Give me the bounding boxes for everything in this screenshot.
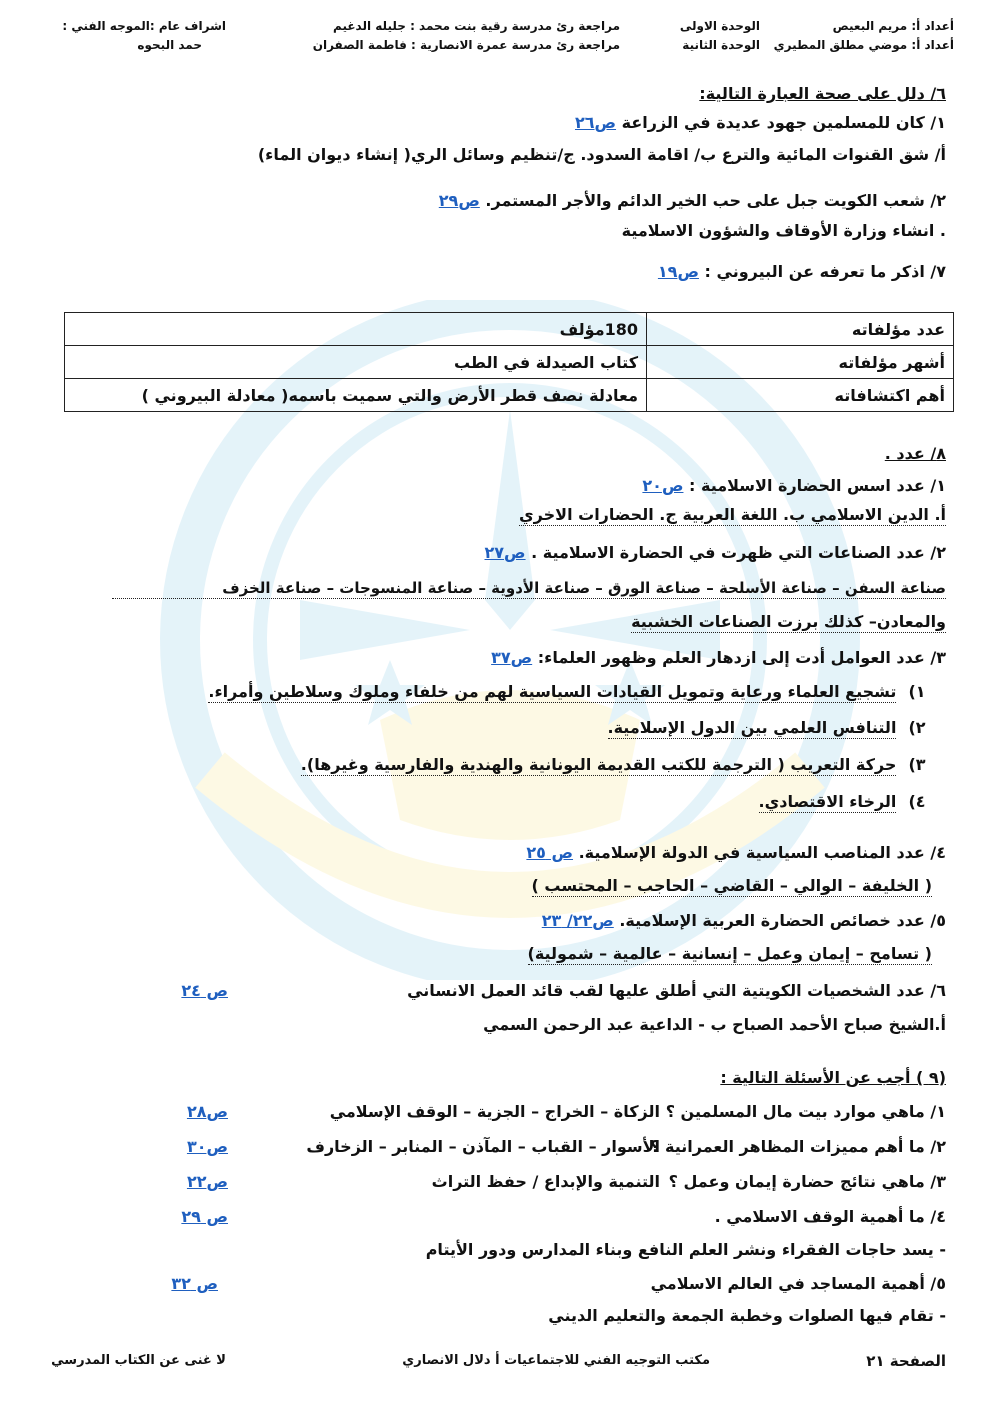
q8-item-4: ٤/ عدد المناصب السياسية في الدولة الإسلامية. ص ٢٥ (526, 843, 946, 862)
table-value: كتاب الصيدلة في الطب (65, 346, 647, 379)
q9-question-2: ٢/ ما أهم مميزات المظاهر العمرانية ؟ (650, 1137, 946, 1156)
q6-answer-1: أ/ شق القنوات المائية والترع ب/ اقامة السدود. ج/تنظيم وسائل الري( إنشاء ديوان الماء) (257, 145, 946, 164)
q9-question-5: ٥/ أهمية المساجد في العالم الاسلامي (650, 1274, 946, 1293)
unit-1: الوحدة الاولى (679, 19, 760, 33)
q8-answer-4: ( الخليفة – الوالي – القاضي – الحاجب – المحتسب ) (531, 876, 932, 895)
supervisor-label: اشراف عام :الموجه الفني : (62, 19, 226, 33)
q8-item-2: ٢/ عدد الصناعات التي ظهرت في الحضارة الاسلامية . ص٢٧ (484, 543, 946, 562)
list-item: ١) تشجيع العلماء ورعاية وتمويل القيادات السياسية لهم من خلفاء وملوك وسلاطين وأمراء. (208, 682, 926, 701)
unit-2: الوحدة الثانية (682, 38, 760, 52)
q7-title: ٧/ اذكر ما تعرفه عن البيروني : ص١٩ (657, 262, 946, 281)
table-row (65, 379, 954, 412)
q9-title: (٩ ) أجب عن الأسئلة التالية : (720, 1068, 946, 1087)
q8-answer-1: أ. الدين الاسلامي ب. اللغة العربية ج. الحضارات الاخري (519, 505, 946, 524)
q6-statement-1: ١/ كان للمسلمين جهود عديدة في الزراعة ص٢٦ (574, 113, 946, 132)
supervisor-name: حمد البحوه (137, 38, 202, 52)
q8-answer-6: أ.الشيخ صباح الأحمد الصباح ب - الداعية عبد الرحمن السمي (483, 1015, 946, 1034)
footer-note: لا غنى عن الكتاب المدرسي (51, 1353, 226, 1368)
page-ref[interactable]: ص٢٠ (642, 476, 684, 495)
page-ref[interactable]: ص ٢٤ (181, 981, 228, 1000)
review-2: مراجعة رئ مدرسة عمرة الانصارية : فاطمة الصفران (312, 38, 620, 52)
page-ref[interactable]: ص٢٢/ ٢٣ (541, 911, 614, 930)
list-item: ٤) الرخاء الاقتصادي. (758, 792, 926, 811)
q9-answer-5: - تقام فيها الصلوات وخطبة الجمعة والتعليم الديني (548, 1306, 946, 1325)
table-value: 180مؤلف (65, 313, 647, 346)
table-value: معادلة نصف قطر الأرض والتي سميت باسمه( معادلة البيروني ) (65, 379, 647, 412)
q6-answer-2: . انشاء وزارة الأوقاف والشؤون الاسلامية (621, 221, 946, 240)
q8-title: ٨/ عدد . (884, 444, 946, 463)
list-item: ٢) التنافس العلمي بين الدول الإسلامية. (607, 718, 926, 737)
table-key: أهم اكتشافاته (647, 379, 954, 412)
page-number: الصفحة ٢١ (866, 1352, 946, 1370)
author-1: أعداد أ: مريم البعيص (832, 19, 954, 33)
q9-answer-1: الزكاة – الخراج – الجزية – الوقف الإسلامي (329, 1102, 660, 1121)
page-ref[interactable]: ص٢٩ (438, 191, 480, 210)
q8-item-6: ٦/ عدد الشخصيات الكويتية التي أطلق عليها لقب قائد العمل الانساني (407, 981, 946, 1000)
footer-office: مكتب التوجيه الفني للاجتماعيات أ دلال الانصاري (402, 1353, 710, 1368)
q6-statement-2: ٢/ شعب الكويت جبل على حب الخير الدائم والأجر المستمر. ص٢٩ (438, 191, 946, 210)
page-ref[interactable]: ص٢٨ (186, 1102, 228, 1121)
page-ref[interactable]: ص٢٢ (186, 1172, 228, 1191)
page-ref[interactable]: ص٢٧ (484, 543, 526, 562)
table-row (65, 313, 954, 346)
q9-question-4: ٤/ ما أهمية الوقف الاسلامي . (714, 1207, 946, 1226)
page-ref[interactable]: ص١٩ (657, 262, 699, 281)
q8-answer-2a: صناعة السفن – صناعة الأسلحة – صناعة الورق – صناعة الأدوية – صناعة المنسوجات – صناعة الخزف (112, 579, 946, 599)
review-1: مراجعة رئ مدرسة رقية بنت محمد : جليله الدغيم (333, 19, 620, 33)
page-ref[interactable]: ص ٣٢ (171, 1274, 218, 1293)
q9-answer-4: - يسد حاجات الفقراء ونشر العلم النافع وبناء المدارس ودور الأيتام (425, 1240, 946, 1259)
table-row (65, 346, 954, 379)
page-ref[interactable]: ص٢٦ (574, 113, 617, 132)
q8-answer-5: ( تسامح – إيمان وعمل – إنسانية – عالمية – شمولية) (527, 944, 932, 963)
q8-item-5: ٥/ عدد خصائص الحضارة العربية الإسلامية. ص٢٢/ ٢٣ (541, 911, 946, 930)
page-ref[interactable]: ص٣٧ (491, 648, 533, 667)
q8-answer-2b: والمعادن– كذلك برزت الصناعات الخشبية (631, 612, 946, 631)
q6-title: ٦/ دلل على صحة العبارة التالية: (699, 84, 946, 103)
q9-answer-2: الأسوار – القباب – المآذن – المنابر – الزخارف (306, 1137, 660, 1156)
page-ref[interactable]: ص٣٠ (186, 1137, 228, 1156)
q8-item-1: ١/ عدد اسس الحضارة الاسلامية : ص٢٠ (642, 476, 946, 495)
table-key: أشهر مؤلفاته (647, 346, 954, 379)
q9-question-3: ٣/ ماهي نتائج حضارة إيمان وعمل ؟ (668, 1172, 946, 1191)
q9-answer-3: التنمية والإبداع / حفظ التراث (431, 1172, 660, 1191)
q8-item-3: ٣/ عدد العوامل أدت إلى ازدهار العلم وظهور العلماء: ص٣٧ (491, 648, 946, 667)
list-item: ٣) حركة التعريب ( الترجمة للكتب القديمة اليونانية والهندية والفارسية وغيرها). (300, 755, 926, 774)
biruni-table (64, 312, 954, 412)
page-ref[interactable]: ص ٢٩ (181, 1207, 228, 1226)
table-key: عدد مؤلفاته (647, 313, 954, 346)
q9-question-1: ١/ ماهي موارد بيت مال المسلمين ؟ (665, 1102, 946, 1121)
page-ref[interactable]: ص ٢٥ (526, 843, 574, 862)
author-2: أعداد أ: موضي مطلق المطيري (773, 38, 954, 52)
